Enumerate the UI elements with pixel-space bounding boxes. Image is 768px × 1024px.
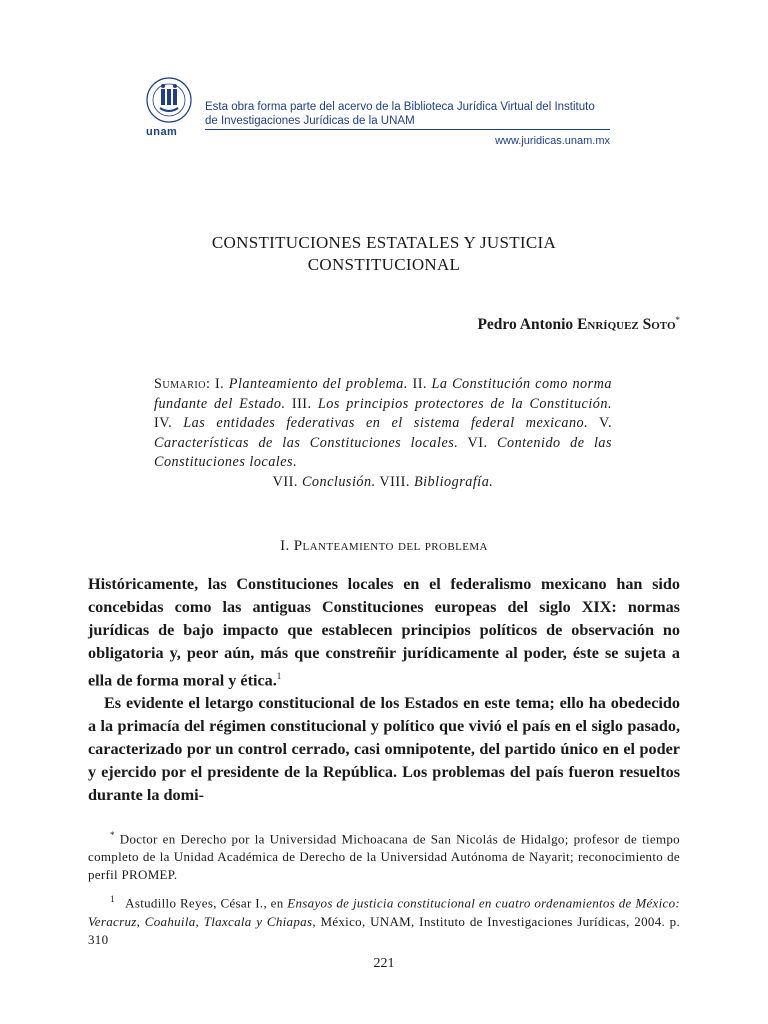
summary-item: Características de las Constituciones locales. bbox=[154, 434, 459, 451]
summary-num: I. bbox=[214, 376, 225, 392]
repository-notice bbox=[205, 100, 595, 128]
author-footnote-mark[interactable]: * bbox=[675, 315, 680, 325]
title-line1: CONSTITUCIONES ESTATALES Y JUSTICIA bbox=[211, 233, 557, 252]
paragraph bbox=[88, 573, 680, 692]
section-heading bbox=[0, 538, 768, 555]
section-number: I. bbox=[280, 538, 290, 554]
paragraph: Es evidente el letargo constitucional de los Estados en este tema; ello ha obedecido a la primacía del régimen constitucional y político que vivió el país en el siglo pasado, caracterizado por un control cerrado, casi omnipotente, del partido único en el poder y ejercido por el presidente de la República. Los problemas del país fueron resueltos durante la domi- bbox=[88, 694, 680, 805]
footnote-book-title: Ensayos de justicia constitucional en cuatro ordenamientos de México: Veracruz, Coahuila, Tlaxcala y Chiapas bbox=[88, 895, 680, 929]
footnote-publication: , México, UNAM, Instituto de Investigaciones Jurídicas, 2004. p. 310 bbox=[88, 913, 680, 947]
logo-wordmark: unam bbox=[146, 126, 178, 138]
summary-num: VIII. bbox=[379, 473, 410, 490]
summary-item: La Constitución como norma fundante del Estado. bbox=[154, 376, 612, 412]
summary-item: Planteamiento del problema. bbox=[228, 376, 408, 392]
iij-unam-logo-icon bbox=[140, 74, 198, 132]
summary-num: II. bbox=[412, 376, 427, 392]
body-text bbox=[88, 573, 680, 807]
author-surname2: Soto bbox=[642, 316, 676, 334]
article-title bbox=[0, 232, 768, 276]
footnote bbox=[88, 890, 680, 948]
section-title: Planteamiento del problema bbox=[293, 538, 488, 554]
footnote bbox=[88, 826, 680, 884]
footnote-mark: 1 bbox=[110, 894, 115, 905]
repository-notice-line2: de Investigaciones Jurídicas de la UNAM bbox=[205, 115, 415, 127]
summary-item: Conclusión. bbox=[301, 473, 376, 490]
title-line2: CONSTITUCIONAL bbox=[307, 255, 461, 274]
footnotes bbox=[88, 826, 680, 955]
summary-item: Las entidades federativas en el sistema federal mexicano. bbox=[183, 415, 589, 431]
summary-num: IV. bbox=[154, 415, 173, 431]
summary-item: Los principios protectores de la Constitución. bbox=[317, 395, 613, 412]
repository-url-link[interactable]: www.juridicas.unam.mx bbox=[495, 135, 610, 147]
footnote-text: Doctor en Derecho por la Universidad Michoacana de San Nicolás de Hidalgo; profesor de tiempo completo de la Unidad Académica de Derecho de la Universidad Autónoma de Nayarit; reconocimiento de perfil PROMEP. bbox=[88, 831, 680, 883]
publisher-header bbox=[140, 74, 620, 154]
paragraph-text: Históricamente, las Constituciones locales en el federalismo mexicano han sido concebidas como las antiguas Constituciones europeas del siglo XIX: normas jurídicas de bajo impacto que establecen principios políticos de observación no obligatoria y, peor aún, más que constreñir jurídicamente al poder, éste se sujeta a ella de forma moral y ética. bbox=[88, 575, 680, 690]
summary-num: VII. bbox=[272, 473, 298, 490]
author-surname1: Enríquez bbox=[577, 316, 639, 334]
author-given-name: Pedro Antonio bbox=[477, 316, 574, 334]
summary-item: Contenido de las Constituciones locales. bbox=[154, 434, 613, 470]
summary-item: Bibliografía. bbox=[413, 473, 494, 490]
page-number: 221 bbox=[373, 956, 395, 971]
footnote-mark: * bbox=[110, 830, 115, 840]
summary-label: Sumario: bbox=[154, 376, 211, 392]
footnote-author: Astudillo Reyes, César I., en bbox=[125, 895, 284, 911]
summary-num: VI. bbox=[467, 434, 488, 451]
summary-num: V. bbox=[599, 415, 612, 431]
summary-block bbox=[154, 375, 612, 492]
author-name bbox=[477, 315, 680, 334]
summary-num: III. bbox=[291, 395, 312, 412]
header-divider bbox=[205, 129, 610, 130]
footnote-ref[interactable]: 1 bbox=[276, 671, 282, 681]
repository-notice-line1: Esta obra forma parte del acervo de la Biblioteca Jurídica Virtual del Instituto bbox=[205, 101, 595, 113]
